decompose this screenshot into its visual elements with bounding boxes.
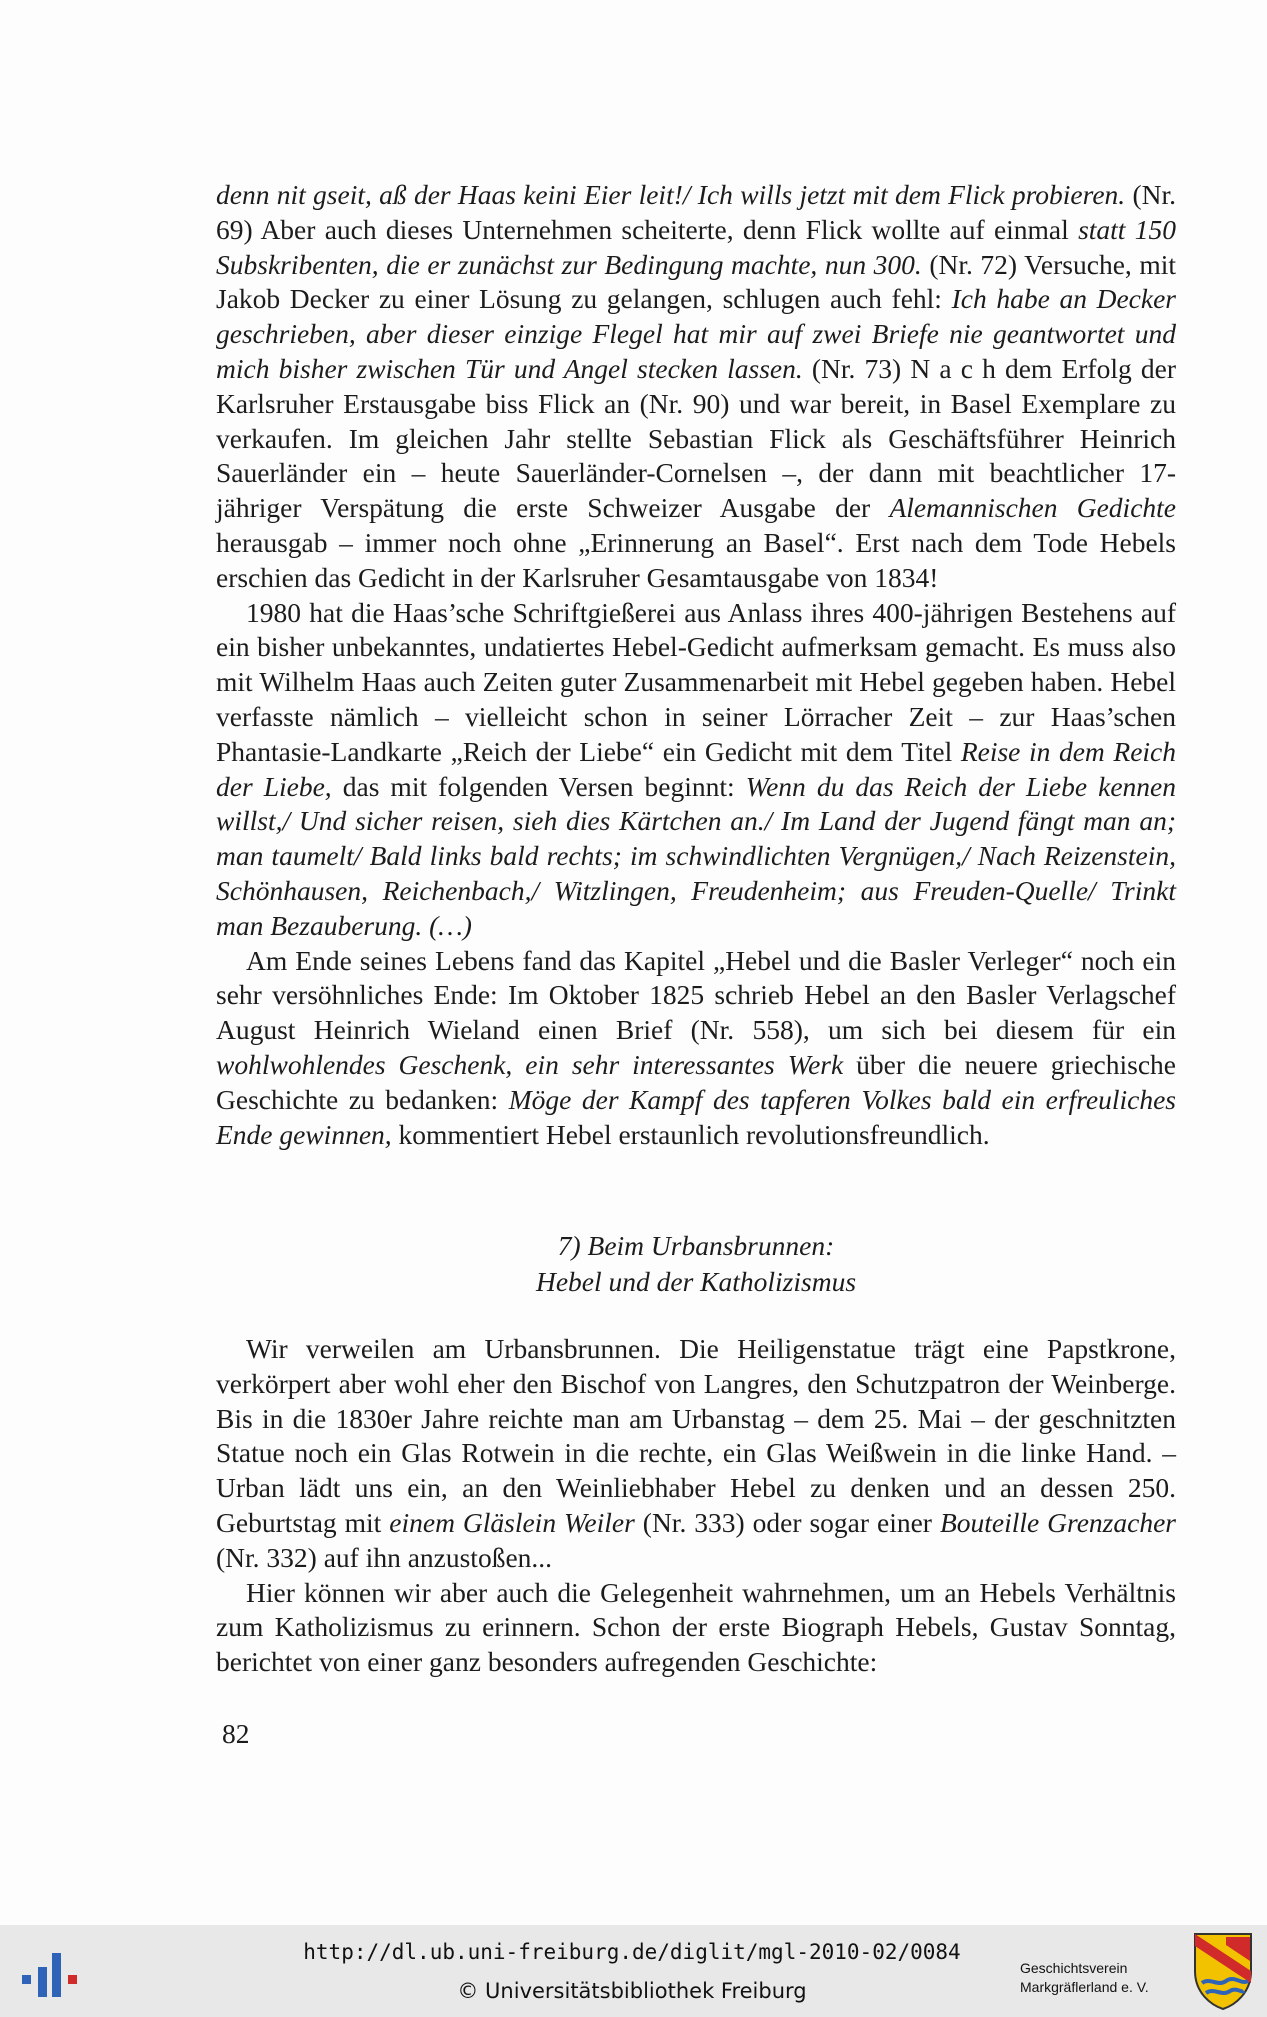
- italic-quote: Wenn du das Reich der Liebe kennen willst,/ Und sicher reisen, sieh dies Kärtchen an./ Im Land der Jugend fängt man an; man taumelt/ Bald links bald rechts; im schwindlichten Vergnügen,/ Nach Reizenstein, Schönhausen, Reichenbach,/ Witzlingen, Freudenheim; aus Freuden-Quelle/ Trinkt man Bezauberung. (…): [216, 770, 1176, 941]
- italic-quote: Alemannischen Gedichte: [889, 492, 1177, 524]
- section-heading-line2: Hebel und der Katholizismus: [535, 1266, 857, 1297]
- text-run: (Nr. 73) N a c h dem Erfolg der Karlsruher Erstausgabe biss Flick an (Nr. 90) und war bereit, in Basel Exemplare zu verkaufen. Im gleichen Jahr stellte Sebastian Flick als Geschäftsführer Heinrich Sauerländer ein – heute Sauerländer-Cornelsen –, der dann mit beachtlicher 17-jähriger Verspätung die erste Schweizer Ausgabe der: [216, 352, 1176, 524]
- text-run: das mit folgenden Versen beginnt:: [331, 770, 746, 802]
- italic-quote: statt 150 Subskribenten, die er zunächst zur Bedingung machte, nun 300.: [216, 213, 1176, 280]
- text-run: (Nr. 333) oder sogar einer: [634, 1506, 940, 1538]
- italic-quote: einem Gläslein Weiler: [389, 1506, 635, 1538]
- text-run: (Nr. 72) Versuche, mit Jakob Decker zu einer Lösung zu gelangen, schlugen auch fehl:: [216, 248, 1177, 315]
- text-run: Wir verweilen am Urbansbrunnen. Die Heiligenstatue trägt eine Papstkrone, verkörpert aber wohl eher den Bischof von Langres, den Schutzpatron der Weinberge. Bis in die 1830er Jahre reichte man am Urbanstag – dem 25. Mai – der geschnitzten Statue noch ein Glas Rotwein in die rechte, ein Glas Weißwein in die linke Hand. – Urban lädt uns ein, an den Weinliebhaber Hebel zu denken und an dessen 250. Geburtstag mit: [216, 1333, 1176, 1538]
- section-heading: [216, 1228, 1176, 1300]
- italic-quote: denn nit gseit, aß der Haas keini Eier leit!/ Ich wills jetzt mit dem Flick probieren.: [216, 179, 1126, 210]
- text-run: Am Ende seines Lebens fand das Kapitel „Hebel und die Basler Verleger“ noch ein sehr versöhnliches Ende: Im Oktober 1825 schrieb Hebel an den Basler Verlagschef August Heinrich Wieland einen Brief (Nr. 558), um sich bei diesem für ein: [216, 944, 1176, 1046]
- italic-quote: wohlwohlendes Geschenk, ein sehr interessantes Werk: [216, 1048, 844, 1080]
- italic-quote: Möge der Kampf des tapferen Volkes bald ein erfreuliches Ende gewinnen,: [216, 1083, 1176, 1150]
- paragraph: [216, 178, 1176, 596]
- body-text-bottom: [216, 1332, 1176, 1680]
- text-run: 1980 hat die Haas’sche Schriftgießerei aus Anlass ihres 400-jährigen Bestehens auf ein bisher unbekanntes, undatiertes Hebel-Gedicht aufmerksam gemacht. Es muss also mit Wilhelm Haas auch Zeiten guter Zusammenarbeit mit Hebel gegeben haben. Hebel verfasste nämlich – vielleicht schon in seiner Lörracher Zeit – zur Haas’schen Phantasie-Landkarte „Reich der Liebe“ ein Gedicht mit dem Titel: [216, 596, 1176, 767]
- section-heading-line1: 7) Beim Urbansbrunnen:: [557, 1230, 835, 1261]
- text-run: kommentiert Hebel erstaunlich revolutionsfreundlich.: [391, 1118, 990, 1150]
- paragraph: [216, 1576, 1176, 1680]
- text-run: (Nr. 332) auf ihn anzustoßen...: [216, 1541, 553, 1573]
- crest-icon: [1192, 1931, 1254, 2011]
- source-url[interactable]: http://dl.ub.uni-freiburg.de/diglit/mgl-2010-02/0084: [303, 1940, 961, 1964]
- paragraph: [216, 944, 1176, 1153]
- paragraph: [216, 596, 1176, 944]
- text-run: (Nr. 69) Aber auch dieses Unternehmen scheiterte, denn Flick wollte auf einmal: [216, 179, 1176, 245]
- footer-bar: [0, 1925, 1267, 2017]
- italic-quote: Reise in dem Reich der Liebe,: [216, 735, 1176, 802]
- society-name-line2: Markgräflerland e. V.: [1020, 1979, 1149, 1995]
- society-name-line1: Geschichtsverein: [1020, 1960, 1128, 1976]
- text-run: über die neuere griechische Geschichte zu bedanken:: [216, 1048, 1176, 1115]
- paragraph: [216, 1332, 1176, 1576]
- copyright-notice: © Universitätsbibliothek Freiburg: [457, 1979, 807, 2003]
- italic-quote: Bouteille Grenzacher: [939, 1506, 1176, 1538]
- body-text-top: [216, 178, 1176, 1152]
- society-name: [1020, 1959, 1149, 1997]
- text-run: Hier können wir aber auch die Gelegenheit wahrnehmen, um an Hebels Verhältnis zum Katholizismus zu erinnern. Schon der erste Biograph Hebels, Gustav Sonntag, berichtet von einer ganz besonders aufregenden Geschichte:: [216, 1576, 1176, 1678]
- italic-quote: Ich habe an Decker geschrieben, aber dieser einzige Flegel hat mir auf zwei Briefe nie geantwortet und mich bisher zwischen Tür und Angel stecken lassen.: [216, 283, 1176, 384]
- page-number: 82: [222, 1718, 250, 1749]
- text-run: herausgab – immer noch ohne „Erinnerung an Basel“. Erst nach dem Tode Hebels erschien das Gedicht in der Karlsruher Gesamtausgabe von 1834!: [216, 526, 1176, 593]
